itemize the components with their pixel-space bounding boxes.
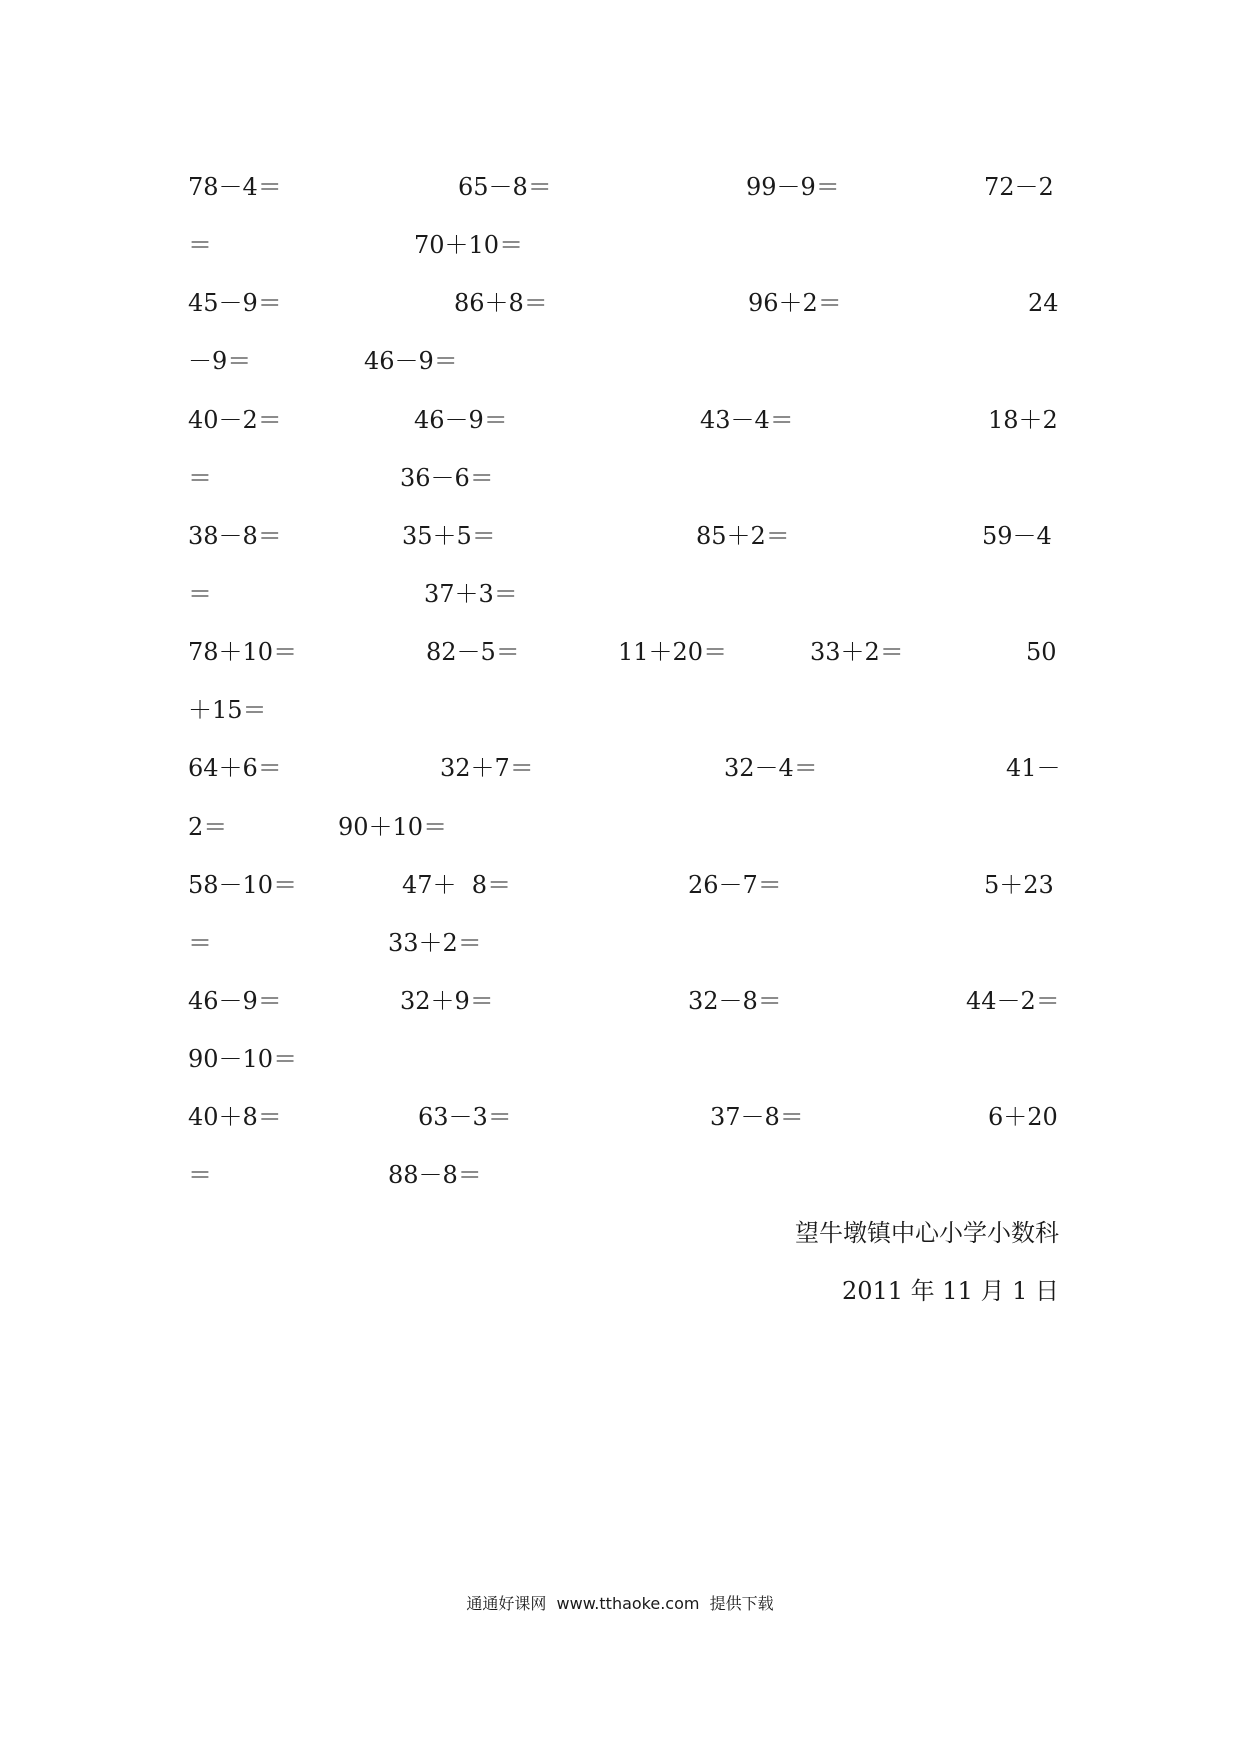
problem-8-3: 32－8＝ xyxy=(688,987,782,1015)
problem-8-4: 44－2＝ xyxy=(966,987,1060,1015)
problem-5-4: 33＋2＝ xyxy=(810,638,904,666)
problem-5-1: 78＋10＝ xyxy=(188,638,298,666)
problem-5-5: 50 xyxy=(1026,638,1057,666)
problem-1-wrap-2: 70＋10＝ xyxy=(414,231,524,259)
problem-4-1: 38－8＝ xyxy=(188,522,282,550)
problem-2-3: 96＋2＝ xyxy=(748,289,842,317)
problem-1-4: 72－2 xyxy=(984,173,1054,201)
problem-6-3: 32－4＝ xyxy=(724,754,818,782)
problem-6-wrap-1: 2＝ xyxy=(188,813,228,841)
problem-9-2: 63－3＝ xyxy=(418,1103,512,1131)
problem-7-wrap-2: 33＋2＝ xyxy=(388,929,482,957)
problem-2-1: 45－9＝ xyxy=(188,289,282,317)
problem-6-4: 41－ xyxy=(1006,754,1061,782)
problem-5-2: 82－5＝ xyxy=(426,638,520,666)
problem-4-2: 35＋5＝ xyxy=(402,522,496,550)
problem-7-3: 26－7＝ xyxy=(688,871,782,899)
problem-9-wrap-2: 88－8＝ xyxy=(388,1161,482,1189)
problem-1-3: 99－9＝ xyxy=(746,173,840,201)
problem-7-wrap-1: ＝ xyxy=(188,929,212,957)
problem-4-3: 85＋2＝ xyxy=(696,522,790,550)
problem-3-2: 46－9＝ xyxy=(414,406,508,434)
problem-2-wrap-2: 46－9＝ xyxy=(364,347,458,375)
problem-4-wrap-1: ＝ xyxy=(188,580,212,608)
problem-2-wrap-1: －9＝ xyxy=(188,347,252,375)
problem-1-wrap-1: ＝ xyxy=(188,231,212,259)
problem-9-wrap-1: ＝ xyxy=(188,1161,212,1189)
problem-3-4: 18＋2 xyxy=(988,406,1058,434)
problem-7-1: 58－10＝ xyxy=(188,871,298,899)
problem-1-1: 78－4＝ xyxy=(188,173,282,201)
problem-6-2: 32＋7＝ xyxy=(440,754,534,782)
page-footer: 通通好课网 www.tthaoke.com 提供下载 xyxy=(466,1594,774,1613)
problem-9-1: 40＋8＝ xyxy=(188,1103,282,1131)
problem-6-wrap-2: 90＋10＝ xyxy=(338,813,448,841)
problem-5-3: 11＋20＝ xyxy=(618,638,728,666)
problem-2-2: 86＋8＝ xyxy=(454,289,548,317)
problem-1-2: 65－8＝ xyxy=(458,173,552,201)
problem-4-4: 59－4 xyxy=(982,522,1052,550)
problem-4-wrap-2: 37＋3＝ xyxy=(424,580,518,608)
problem-3-1: 40－2＝ xyxy=(188,406,282,434)
problem-7-2: 47＋ 8＝ xyxy=(402,871,512,899)
problem-5-wrap-1: ＋15＝ xyxy=(188,696,267,724)
problem-3-wrap-2: 36－6＝ xyxy=(400,464,494,492)
problem-9-3: 37－8＝ xyxy=(710,1103,804,1131)
problem-7-4: 5＋23 xyxy=(984,871,1054,899)
problem-6-1: 64＋6＝ xyxy=(188,754,282,782)
problem-3-wrap-1: ＝ xyxy=(188,464,212,492)
school-signature: 望牛墩镇中心小学小数科 xyxy=(795,1219,1059,1247)
problem-8-2: 32＋9＝ xyxy=(400,987,494,1015)
problem-3-3: 43－4＝ xyxy=(700,406,794,434)
signature-date: 2011 年 11 月 1 日 xyxy=(841,1277,1059,1305)
problem-8-1: 46－9＝ xyxy=(188,987,282,1015)
problem-9-4: 6＋20 xyxy=(988,1103,1058,1131)
problem-2-4: 24 xyxy=(1028,289,1059,317)
problem-8-wrap-1: 90－10＝ xyxy=(188,1045,298,1073)
